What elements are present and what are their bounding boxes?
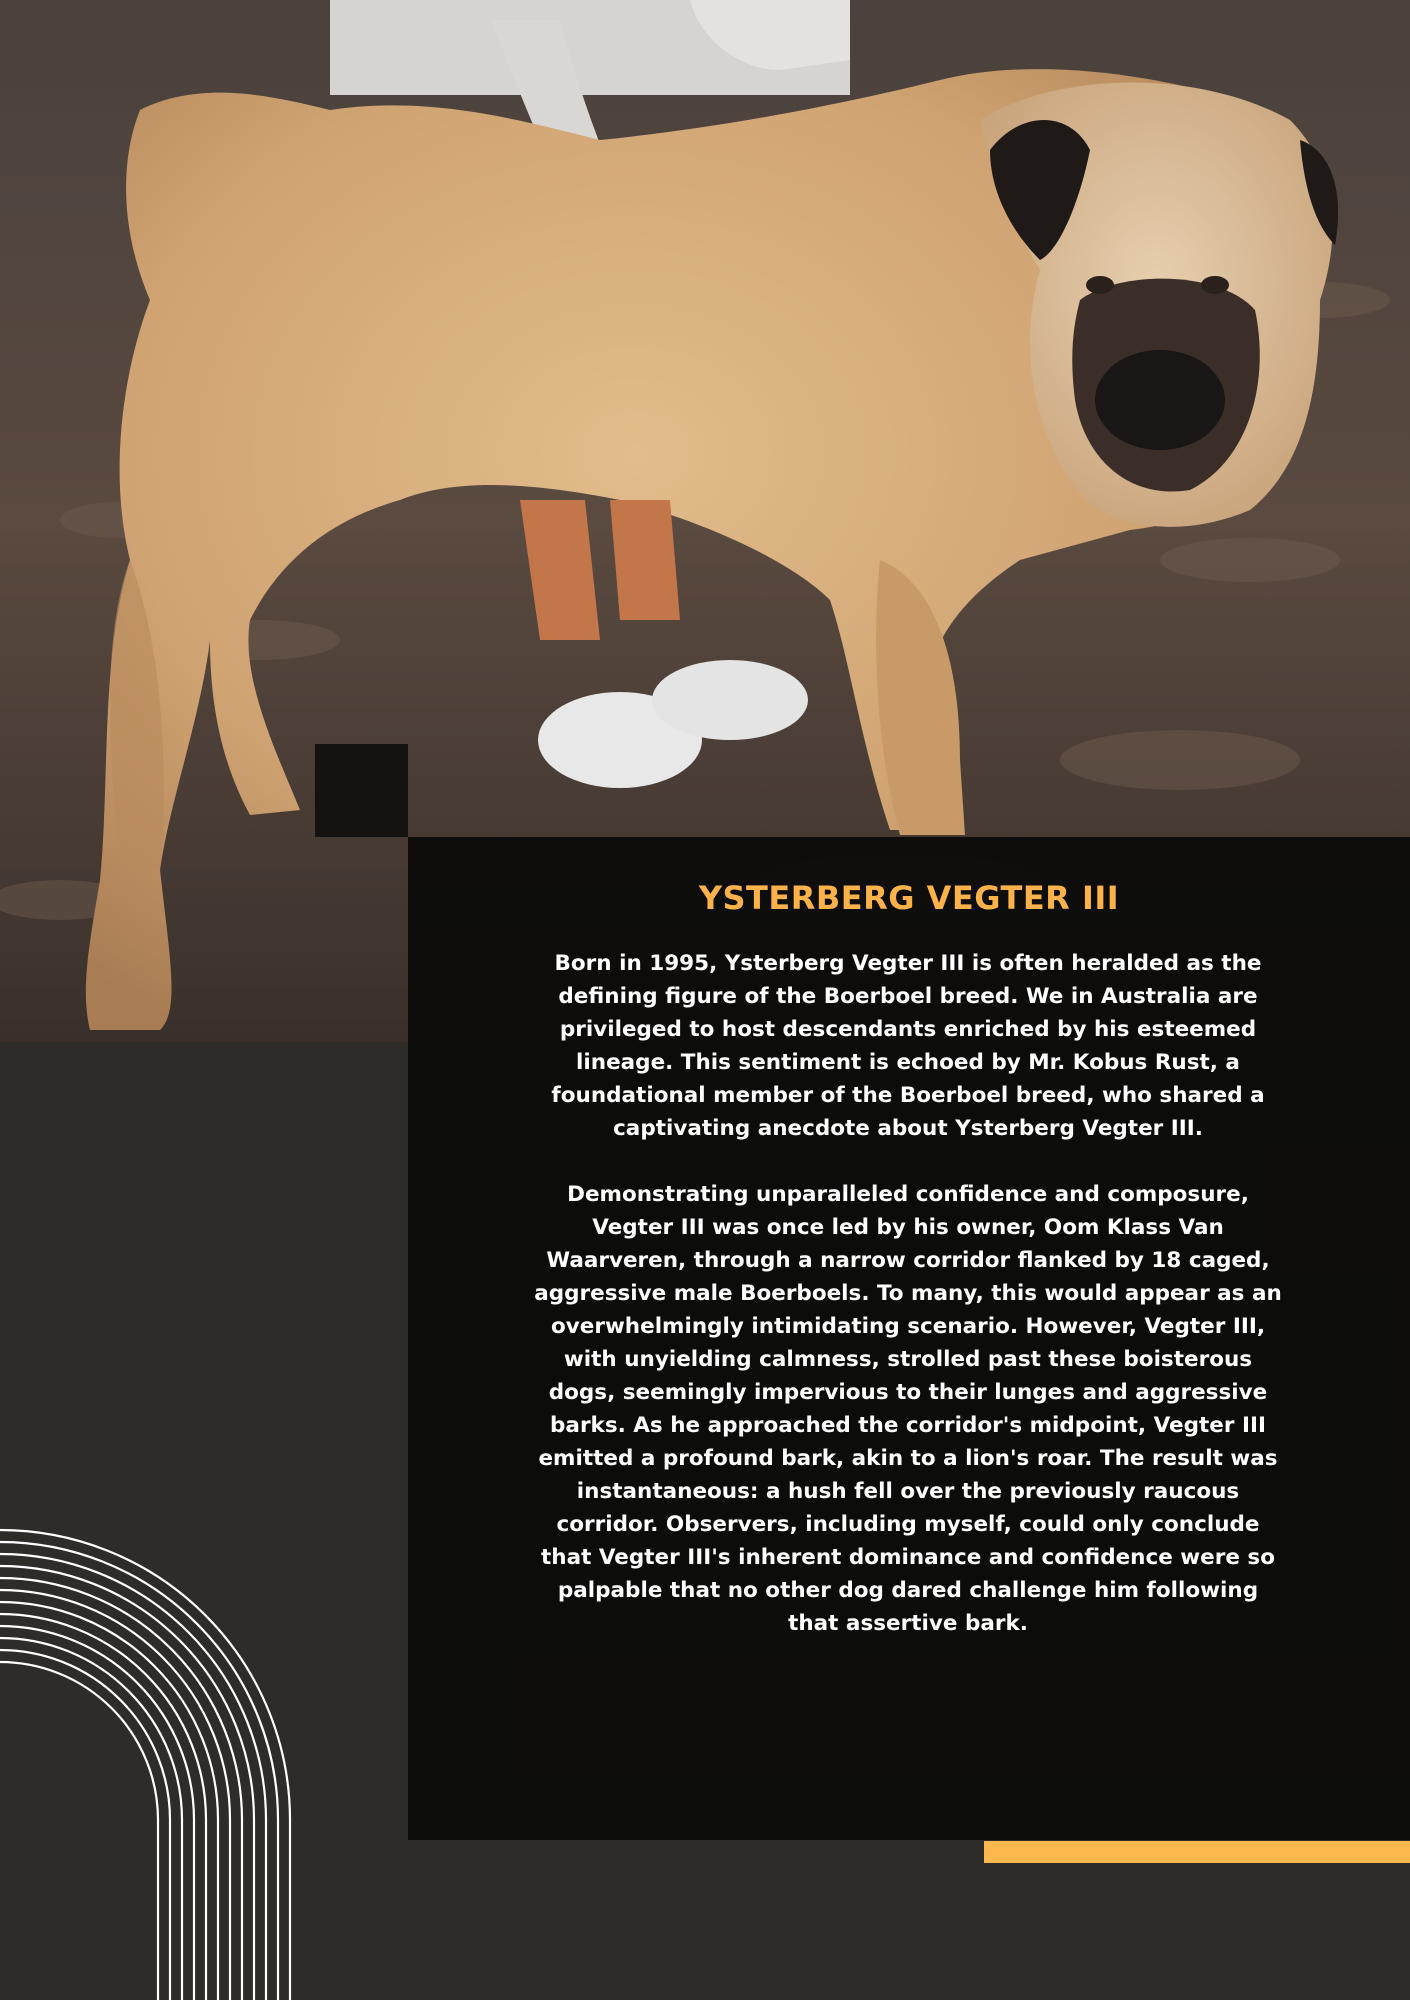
article-body [530, 947, 1286, 1640]
decorative-arcs [0, 1500, 300, 2000]
intro-paragraph: Born in 1995, Ysterberg Vegter III is often heralded as the defining figure of the Boerboel breed. We in Australia are privileged to host descendants enriched by his esteemed lineage. This sentiment is echoed by Mr. Kobus Rust, a foundational member of the Boerboel breed, who shared a captivating anecdote about Ysterberg Vegter III. [551, 951, 1265, 1141]
story-panel [408, 837, 1410, 1840]
article-title: YSTERBERG VEGTER III [698, 879, 1120, 917]
accent-bar [984, 1841, 1410, 1863]
decorative-square [315, 744, 408, 837]
anecdote-paragraph: Demonstrating unparalleled confidence and composure, Vegter III was once led by his owner, Oom Klass Van Waarveren, through a narrow corridor flanked by 18 caged, aggressive male Boerboels. To many, this would appear as an overwhelmingly intimidating scenario. However, Vegter III, with unyielding calmness, strolled past these boisterous dogs, seemingly impervious to their lunges and aggressive barks. As he approached the corridor's midpoint, Vegter III emitted a profound bark, akin to a lion's roar. The result was instantaneous: a hush fell over the previously raucous corridor. Observers, including myself, could only conclude that Vegter III's inherent dominance and confidence were so palpable that no other dog dared challenge him following that assertive bark. [534, 1182, 1282, 1636]
